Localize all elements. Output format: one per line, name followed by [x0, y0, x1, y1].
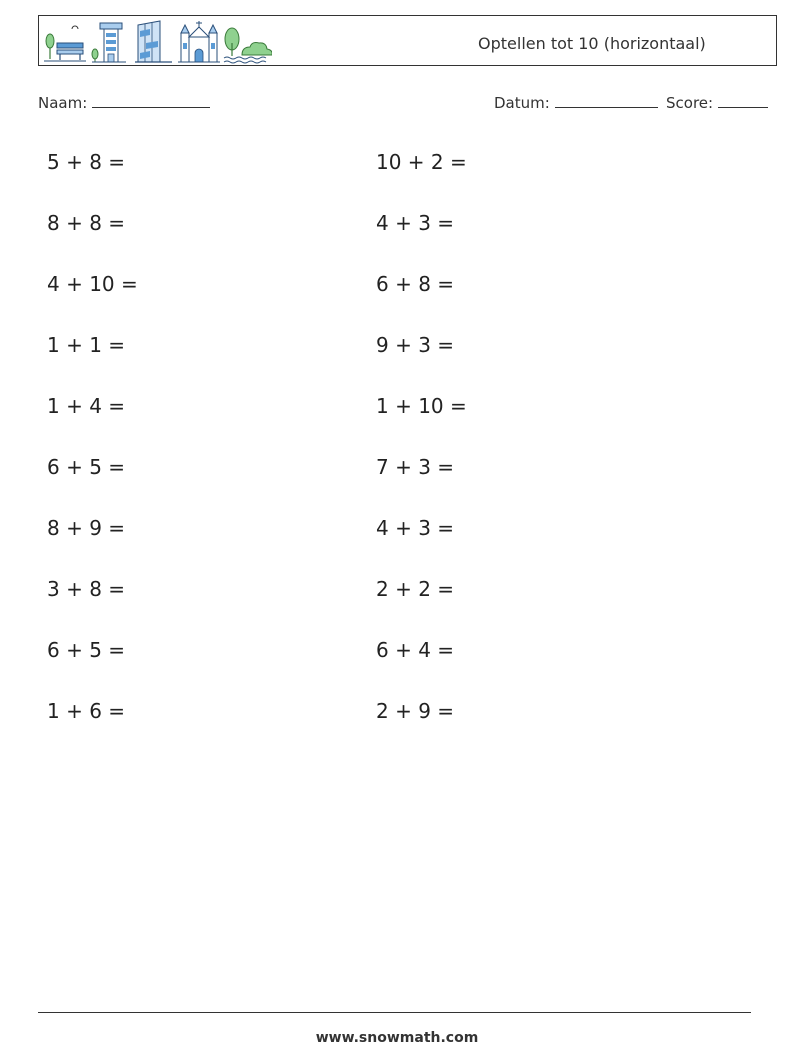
tower-building-icon [92, 23, 126, 62]
date-label: Datum: [494, 94, 550, 112]
date-line[interactable] [555, 93, 658, 108]
problem-left-5: 1 + 4 = [47, 394, 126, 418]
problem-right-4: 9 + 3 = [376, 333, 455, 357]
problem-right-7: 4 + 3 = [376, 516, 455, 540]
header-illustrations [42, 19, 272, 65]
problem-right-9: 6 + 4 = [376, 638, 455, 662]
date-field[interactable] [494, 93, 658, 112]
worksheet-header [38, 15, 777, 66]
problem-right-1: 10 + 2 = [376, 150, 467, 174]
problem-right-8: 2 + 2 = [376, 577, 455, 601]
problem-left-2: 8 + 8 = [47, 211, 126, 235]
problem-right-3: 6 + 8 = [376, 272, 455, 296]
problem-left-9: 6 + 5 = [47, 638, 126, 662]
problem-right-2: 4 + 3 = [376, 211, 455, 235]
score-line[interactable] [718, 93, 768, 108]
footer-divider [38, 1012, 751, 1013]
glass-building-icon [135, 21, 172, 62]
score-label: Score: [666, 94, 714, 112]
problem-right-6: 7 + 3 = [376, 455, 455, 479]
name-field[interactable] [38, 93, 210, 112]
name-label: Naam: [38, 94, 88, 112]
name-line[interactable] [92, 93, 210, 108]
score-field[interactable] [666, 93, 768, 112]
problem-left-1: 5 + 8 = [47, 150, 126, 174]
problem-left-3: 4 + 10 = [47, 272, 138, 296]
park-trees-icon [224, 28, 272, 63]
problem-left-7: 8 + 9 = [47, 516, 126, 540]
worksheet-title: Optellen tot 10 (horizontaal) [478, 34, 706, 53]
church-icon [178, 21, 220, 62]
footer-url[interactable]: www.snowmath.com [315, 1030, 479, 1046]
problem-left-8: 3 + 8 = [47, 577, 126, 601]
problem-right-10: 2 + 9 = [376, 699, 455, 723]
problem-right-5: 1 + 10 = [376, 394, 467, 418]
bench-tree-icon [44, 26, 86, 61]
problem-left-10: 1 + 6 = [47, 699, 126, 723]
problem-left-6: 6 + 5 = [47, 455, 126, 479]
problem-left-4: 1 + 1 = [47, 333, 126, 357]
